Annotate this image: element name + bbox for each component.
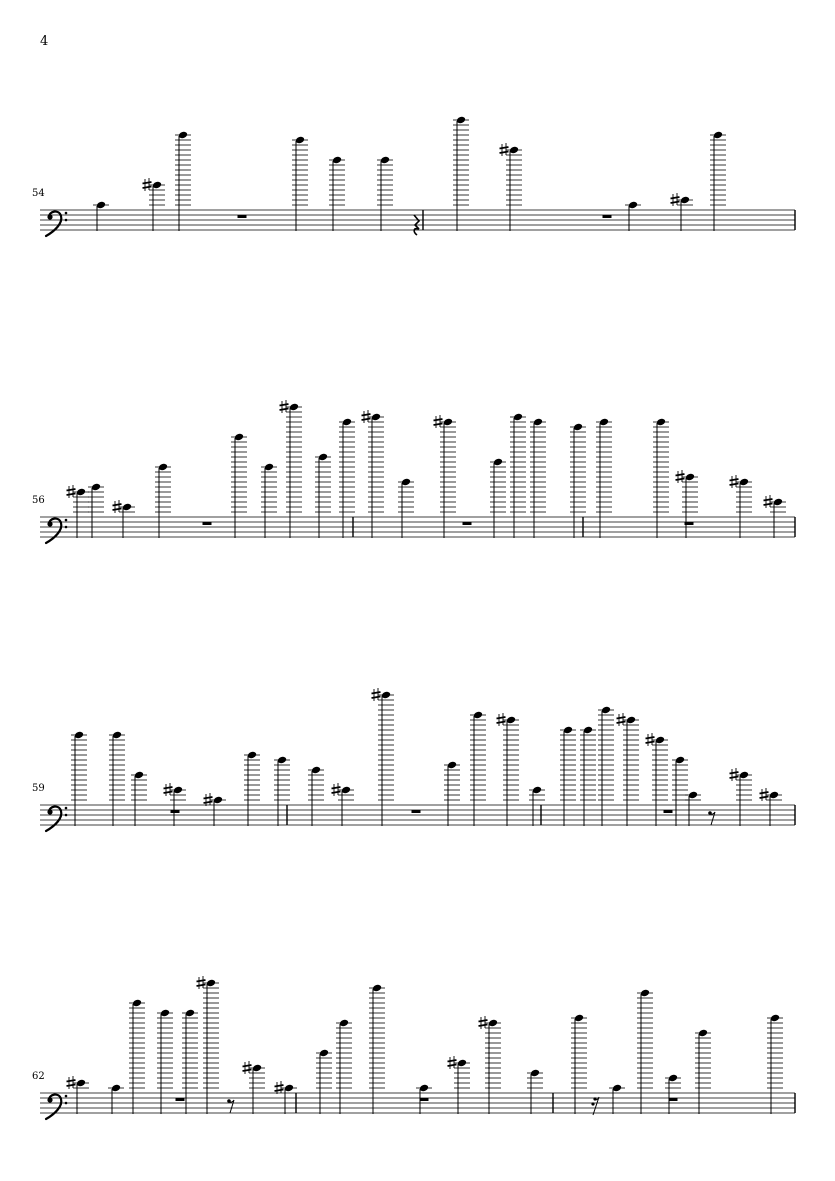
whole-rest — [420, 1098, 429, 1101]
sharp-accidental — [676, 470, 685, 483]
sharp-accidental — [730, 475, 739, 488]
whole-rest — [412, 810, 421, 813]
bass-clef-dot — [65, 212, 68, 215]
bass-clef-dot — [65, 807, 68, 810]
sharp-accidental — [434, 415, 443, 428]
sixteenth-rest-dot — [591, 1102, 594, 1105]
sharp-accidental — [448, 1056, 457, 1069]
sharp-accidental — [197, 976, 206, 989]
sharp-accidental — [204, 793, 213, 806]
bass-clef-dot — [65, 219, 68, 222]
bass-clef-head — [47, 1097, 52, 1102]
sharp-accidental — [497, 713, 506, 726]
bass-clef-head — [47, 521, 52, 526]
sharp-accidental — [764, 495, 773, 508]
whole-rest — [176, 1098, 185, 1101]
whole-rest — [664, 810, 673, 813]
measure-number: 56 — [32, 495, 45, 506]
whole-rest — [669, 1098, 678, 1101]
eighth-rest — [710, 812, 715, 825]
sharp-accidental — [332, 783, 341, 796]
sharp-accidental — [280, 400, 289, 413]
sharp-accidental — [617, 713, 626, 726]
whole-rest — [603, 215, 612, 218]
page-number: 4 — [40, 34, 49, 49]
whole-rest — [463, 522, 472, 525]
bass-clef-head — [47, 214, 52, 219]
measure-number: 59 — [32, 783, 45, 794]
whole-rest — [238, 215, 247, 218]
sharp-accidental — [243, 1061, 252, 1074]
sharp-accidental — [372, 688, 381, 701]
bass-clef-dot — [65, 519, 68, 522]
sharp-accidental — [143, 178, 152, 191]
measure-number: 54 — [32, 188, 45, 199]
sharp-accidental — [760, 788, 769, 801]
sharp-accidental — [113, 500, 122, 513]
sharp-accidental — [164, 783, 173, 796]
bass-clef-dot — [65, 1102, 68, 1105]
measure-number: 62 — [32, 1071, 45, 1082]
sharp-accidental — [730, 768, 739, 781]
sharp-accidental — [275, 1081, 284, 1094]
bass-clef-dot — [65, 1095, 68, 1098]
eighth-rest — [229, 1100, 234, 1113]
sharp-accidental — [671, 193, 680, 206]
sharp-accidental — [67, 1076, 76, 1089]
bass-clef-dot — [65, 526, 68, 529]
whole-rest — [203, 522, 212, 525]
sharp-accidental — [362, 410, 371, 423]
bass-clef-dot — [65, 814, 68, 817]
sharp-accidental — [479, 1016, 488, 1029]
sharp-accidental — [67, 485, 76, 498]
sharp-accidental — [646, 733, 655, 746]
whole-rest — [171, 810, 180, 813]
sharp-accidental — [500, 143, 509, 156]
bass-clef-head — [47, 809, 52, 814]
